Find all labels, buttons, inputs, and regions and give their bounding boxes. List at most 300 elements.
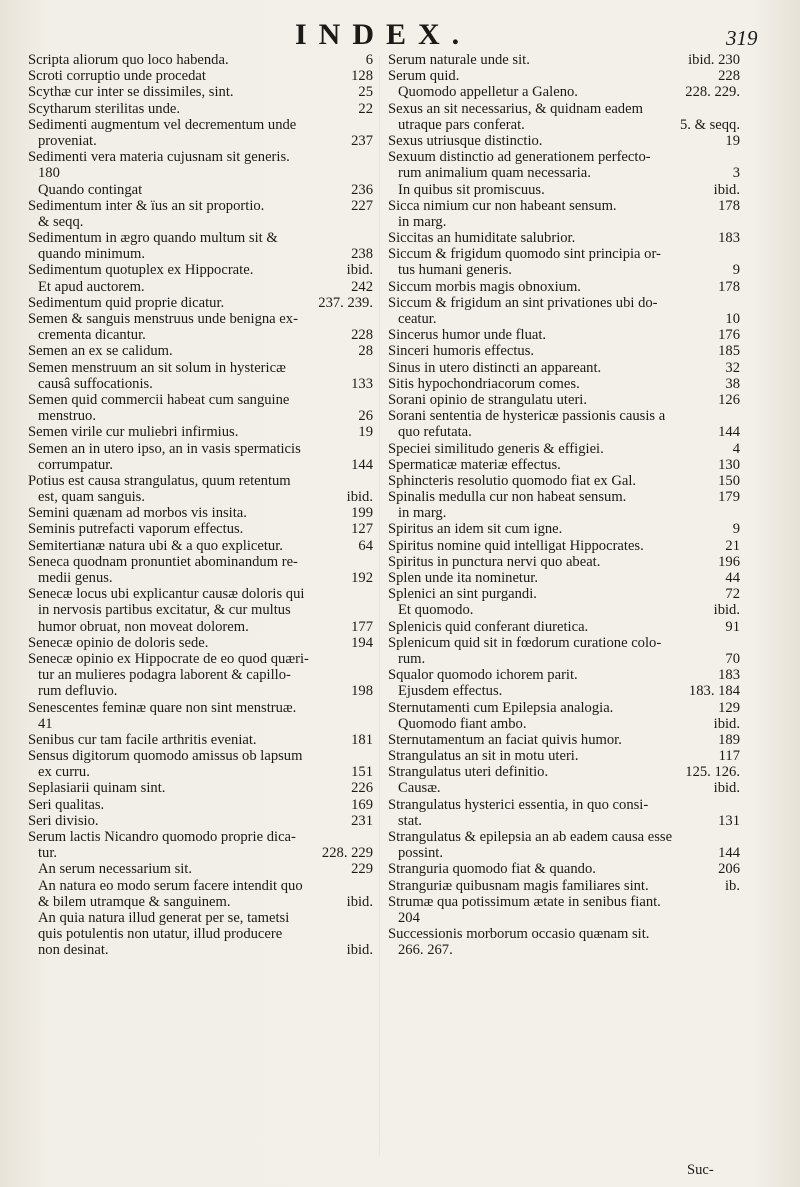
index-entry-page: 150: [718, 472, 740, 489]
index-entry: [28, 829, 373, 845]
index-entry: [388, 619, 740, 635]
index-entry-text: Serum quid.: [388, 68, 460, 85]
index-entry: [28, 489, 373, 505]
index-entry-page: 21: [725, 537, 740, 554]
index-entry: [28, 165, 373, 181]
index-entry-text: Sedimentum quotuplex ex Hippocrate.: [28, 262, 254, 279]
index-entry: [388, 700, 740, 716]
index-entry-text: Spinalis medulla cur non habeat sensum.: [388, 489, 627, 506]
index-entry: [28, 942, 373, 958]
index-entry-text: Senecæ opinio de doloris sede.: [28, 634, 209, 651]
index-entry-page: 128: [351, 68, 373, 85]
index-entry-page: 6: [365, 52, 373, 68]
index-entry-page: ibid.: [713, 602, 740, 619]
index-entry-page: 72: [725, 586, 740, 603]
index-entry-page: 192: [351, 570, 373, 586]
index-entry-text: In quibus sit promiscuus.: [398, 181, 545, 198]
index-entry: [28, 878, 373, 894]
index-entry-text: Ejusdem effectus.: [398, 683, 503, 700]
index-entry: [28, 149, 373, 165]
index-entry-page: 126: [718, 391, 740, 408]
index-entry-text: Splenicum quid sit in fœdorum curatione colo-: [388, 634, 662, 651]
index-entry-text: quando minimum.: [38, 246, 146, 263]
index-entry: [388, 279, 740, 295]
index-entry: [28, 894, 373, 910]
index-entry-page: 64: [358, 537, 373, 554]
index-entry-text: Sinus in utero distincti an appareant.: [388, 359, 602, 376]
index-entry: [388, 343, 740, 359]
index-entry: [28, 84, 373, 100]
index-entry-text: Successionis morborum occasio quænam sit.: [388, 926, 650, 943]
index-entry: [388, 441, 740, 457]
index-entry-text: Quando contingat: [38, 181, 143, 198]
index-entry: [388, 392, 740, 408]
index-entry: [388, 861, 740, 877]
index-entry: [388, 295, 740, 311]
index-entry: [28, 343, 373, 359]
index-entry-text: Splen unde ita nominetur.: [388, 570, 538, 586]
index-entry-page: ibid. 230: [688, 52, 740, 68]
index-entry-text: Semen an ex se calidum.: [28, 343, 173, 360]
index-entry: [388, 84, 740, 100]
index-entry: [388, 586, 740, 602]
index-entry-page: 4: [732, 440, 740, 457]
index-entry: [28, 813, 373, 829]
index-entry: [28, 845, 373, 861]
index-entry-text: 41: [38, 715, 53, 732]
page-header: [0, 14, 800, 54]
index-entry-text: Scytharum sterilitas unde.: [28, 100, 180, 117]
index-entry-page: 196: [718, 553, 740, 570]
index-entry: [28, 797, 373, 813]
index-entry-text: Sedimentum in ægro quando multum sit &: [28, 230, 278, 247]
index-entry-page: 229: [351, 861, 373, 878]
index-entry-page: ibid.: [713, 181, 740, 198]
index-entry: [28, 651, 373, 667]
index-entry-page: 183. 184: [688, 683, 740, 700]
index-entry: [28, 521, 373, 537]
index-entry: [28, 748, 373, 764]
index-entry-page: 231: [351, 812, 373, 829]
index-entry-text: Semitertianæ natura ubi & a quo explicetur.: [28, 537, 283, 554]
index-entry-text: Spermaticæ materiæ effectus.: [388, 456, 561, 473]
index-entry-page: 228. 229: [321, 845, 373, 862]
index-column-right: [388, 52, 740, 959]
index-entry-text: Sinceri humoris effectus.: [388, 343, 535, 360]
index-entry-text: An quia natura illud generat per se, tametsi: [38, 909, 290, 926]
index-entry-text: Et apud auctorem.: [38, 278, 145, 295]
index-entry: [388, 667, 740, 683]
index-entry-text: crementa dicantur.: [38, 327, 146, 344]
index-entry-text: Sedimentum quid proprie dicatur.: [28, 294, 225, 311]
index-entry-page: 144: [718, 424, 740, 441]
index-entry-text: Seri divisio.: [28, 812, 99, 829]
index-entry-page: 178: [718, 278, 740, 295]
index-entry-text: Splenicis quid conferant diuretica.: [388, 618, 589, 635]
index-entry-text: Sorani sententia de hystericæ passionis causis a: [388, 408, 666, 425]
index-entry-text: menstruo.: [38, 408, 96, 425]
index-entry: [388, 489, 740, 505]
index-entry: [388, 311, 740, 327]
index-entry-text: Siccum & frigidum quomodo sint principia or-: [388, 246, 661, 263]
index-entry-text: Siccum morbis magis obnoxium.: [388, 278, 581, 295]
index-entry-page: 194: [351, 634, 373, 651]
index-entry: [388, 182, 740, 198]
index-entry: [388, 165, 740, 181]
index-entry: [28, 311, 373, 327]
index-entry-page: 127: [351, 521, 373, 538]
index-entry: [388, 829, 740, 845]
index-entry: [388, 230, 740, 246]
index-entry: [388, 602, 740, 618]
index-entry-text: rum.: [398, 650, 426, 667]
index-entry-text: Quomodo appelletur a Galeno.: [398, 84, 578, 101]
index-entry: [28, 586, 373, 602]
index-entry-text: Senecæ opinio ex Hippocrate de eo quod quæri-: [28, 650, 309, 667]
index-entry-page: 151: [351, 764, 373, 781]
index-entry: [388, 538, 740, 554]
index-entry-page: 177: [351, 618, 373, 635]
index-entry-text: 204: [398, 909, 420, 926]
index-entry-text: tur.: [38, 845, 58, 862]
index-entry: [28, 554, 373, 570]
index-entry-page: 22: [358, 100, 373, 117]
index-entry: [28, 473, 373, 489]
index-entry-page: 181: [351, 731, 373, 748]
index-entry-text: Seri qualitas.: [28, 796, 105, 813]
index-entry-page: ibid.: [346, 262, 373, 279]
index-entry: [28, 780, 373, 796]
index-entry: [388, 521, 740, 537]
index-entry-page: 131: [718, 812, 740, 829]
index-entry: [28, 441, 373, 457]
index-entry-page: ibid.: [346, 893, 373, 910]
index-entry: [28, 926, 373, 942]
index-entry-page: 199: [351, 505, 373, 522]
index-entry: [388, 651, 740, 667]
index-entry: [388, 360, 740, 376]
index-entry: [388, 262, 740, 278]
index-entry-text: Sphincteris resolutio quomodo fiat ex Gal.: [388, 472, 637, 489]
index-entry-text: quo refutata.: [398, 424, 472, 441]
index-entry-text: Semen an in utero ipso, an in vasis spermaticis: [28, 440, 301, 457]
index-entry: [388, 457, 740, 473]
index-entry: [28, 424, 373, 440]
index-entry: [388, 813, 740, 829]
index-entry-text: 180: [38, 165, 60, 182]
index-entry-page: 169: [351, 796, 373, 813]
index-entry-text: Squalor quomodo ichorem parit.: [388, 667, 578, 684]
index-entry: [28, 376, 373, 392]
index-entry: [28, 68, 373, 84]
index-entry: [28, 602, 373, 618]
index-entry-text: Strangulatus an sit in motu uteri.: [388, 748, 579, 765]
index-entry-page: 236: [351, 181, 373, 198]
index-entry-page: 227: [351, 197, 373, 214]
index-entry: [388, 554, 740, 570]
index-entry: [388, 716, 740, 732]
index-entry: [388, 408, 740, 424]
index-entry: [28, 198, 373, 214]
index-entry: [28, 214, 373, 230]
index-entry-text: Sicca nimium cur non habeant sensum.: [388, 197, 617, 214]
index-entry-page: ibid.: [346, 489, 373, 506]
index-entry: [28, 667, 373, 683]
index-entry: [28, 279, 373, 295]
index-entry-text: 266. 267.: [398, 942, 453, 959]
index-entry: [388, 683, 740, 699]
index-entry-page: 237. 239.: [318, 294, 373, 311]
index-entry: [28, 295, 373, 311]
index-entry-page: 9: [732, 521, 740, 538]
index-entry-page: 144: [718, 845, 740, 862]
index-entry-text: Potius est causa strangulatus, quum retentum: [28, 472, 291, 489]
index-entry-page: ibid.: [713, 715, 740, 732]
index-entry-text: tur an mulieres podagra laborent & capillo-: [38, 667, 291, 684]
index-entry-page: 189: [718, 731, 740, 748]
index-entry-page: 44: [725, 570, 740, 586]
index-entry-text: Sedimenti vera materia cujusnam sit generis.: [28, 149, 290, 166]
index-entry: [388, 149, 740, 165]
index-entry-text: Et quomodo.: [398, 602, 474, 619]
index-entry-page: 25: [358, 84, 373, 101]
index-entry-page: 19: [358, 424, 373, 441]
index-entry-text: Sternutamentum an faciat quivis humor.: [388, 731, 622, 748]
index-entry-page: ib.: [725, 877, 740, 894]
index-entry-text: Stranguria quomodo fiat & quando.: [388, 861, 596, 878]
index-entry: [28, 700, 373, 716]
index-entry-text: Sorani opinio de strangulatu uteri.: [388, 391, 588, 408]
index-entry-text: & seqq.: [38, 213, 84, 230]
index-entry-text: corrumpatur.: [38, 456, 113, 473]
index-entry-text: Seneca quodnam pronuntiet abominandum re-: [28, 553, 298, 570]
index-entry-page: 198: [351, 683, 373, 700]
index-entry-text: Semen menstruum an sit solum in hystericæ: [28, 359, 286, 376]
index-entry-text: Sincerus humor unde fluat.: [388, 327, 547, 344]
index-entry-text: Serum lactis Nicandro quomodo proprie dica-: [28, 829, 296, 845]
index-entry-page: 179: [718, 489, 740, 506]
index-entry-page: 9: [732, 262, 740, 279]
index-entry-page: 117: [718, 748, 740, 765]
index-entry-page: 185: [718, 343, 740, 360]
index-entry-text: Senecæ locus ubi explicantur causæ doloris qui: [28, 586, 305, 603]
index-entry-page: 237: [351, 132, 373, 149]
index-entry: [28, 360, 373, 376]
index-entry-text: Strumæ qua potissimum ætate in senibus fiant.: [388, 893, 661, 910]
index-entry: [388, 570, 740, 586]
index-entry-page: 178: [718, 197, 740, 214]
index-entry: [388, 246, 740, 262]
index-entry: [28, 230, 373, 246]
index-entry: [388, 732, 740, 748]
index-entry-text: Semen virile cur muliebri infirmius.: [28, 424, 239, 441]
index-entry-text: non desinat.: [38, 942, 109, 959]
index-entry-text: Spiritus in punctura nervi quo abeat.: [388, 553, 601, 570]
index-entry: [28, 505, 373, 521]
index-entry: [388, 133, 740, 149]
index-entry-page: 228: [718, 68, 740, 85]
index-entry-text: Strangulatus hysterici essentia, in quo consi-: [388, 796, 649, 813]
index-entry: [28, 538, 373, 554]
index-entry-text: Causæ.: [398, 780, 441, 797]
page-title: INDEX.: [295, 18, 472, 51]
index-entry: [28, 635, 373, 651]
index-entry-page: 183: [718, 667, 740, 684]
index-entry-page: ibid.: [713, 780, 740, 797]
index-entry-text: Senibus cur tam facile arthritis eveniat.: [28, 731, 257, 748]
index-entry: [388, 942, 740, 958]
index-entry: [28, 182, 373, 198]
index-entry: [28, 683, 373, 699]
index-entry-page: 91: [725, 618, 740, 635]
index-entry-text: Stranguriæ quibusnam magis familiares sint.: [388, 877, 649, 894]
index-entry: [28, 133, 373, 149]
index-entry: [388, 845, 740, 861]
index-entry-page: 3: [732, 165, 740, 182]
index-entry-text: Quomodo fiant ambo.: [398, 715, 527, 732]
index-entry: [388, 117, 740, 133]
index-entry-page: 228: [351, 327, 373, 344]
index-entry: [388, 780, 740, 796]
index-entry-text: Siccitas an humiditate salubrior.: [388, 230, 576, 247]
index-entry-text: in marg.: [398, 505, 447, 522]
index-entry-text: An natura eo modo serum facere intendit quo: [38, 877, 303, 894]
index-entry: [388, 376, 740, 392]
index-entry-text: causâ suffocationis.: [38, 375, 153, 392]
index-entry-page: 70: [725, 650, 740, 667]
index-entry: [28, 457, 373, 473]
index-column-left: [28, 52, 373, 959]
index-entry-page: 226: [351, 780, 373, 797]
index-entry-text: Sternutamenti cum Epilepsia analogia.: [388, 699, 614, 716]
index-entry-text: Sedimentum inter & ïus an sit proportio.: [28, 197, 265, 214]
index-entry-text: Speciei similitudo generis & effigiei.: [388, 440, 604, 457]
index-entry: [388, 764, 740, 780]
index-entry-page: ibid.: [346, 942, 373, 959]
index-entry-text: Semen quid commercii habeat cum sanguine: [28, 391, 290, 408]
index-entry: [388, 327, 740, 343]
index-entry-page: 238: [351, 246, 373, 263]
index-entry: [388, 797, 740, 813]
index-entry-text: Semen & sanguis menstruus unde benigna ex-: [28, 311, 298, 327]
index-entry: [28, 246, 373, 262]
index-entry: [28, 716, 373, 732]
index-entry-text: quis potulentis non utatur, illud producere: [38, 926, 283, 943]
catchword: Suc-: [687, 1162, 714, 1178]
index-entry-text: medii genus.: [38, 570, 113, 586]
index-entry-text: An serum necessarium sit.: [38, 861, 193, 878]
index-entry-text: ceatur.: [398, 311, 437, 327]
index-entry-text: Seplasiarii quinam sint.: [28, 780, 166, 797]
index-entry: [388, 748, 740, 764]
index-entry-page: 206: [718, 861, 740, 878]
index-entry-text: ex curru.: [38, 764, 90, 781]
index-entry-text: Scythæ cur inter se dissimiles, sint.: [28, 84, 234, 101]
index-entry-page: 176: [718, 327, 740, 344]
index-entry-page: 26: [358, 408, 373, 425]
index-entry-page: 130: [718, 456, 740, 473]
index-entry-text: Sensus digitorum quomodo amissus ob lapsum: [28, 748, 303, 765]
index-entry-text: rum animalium quam necessaria.: [398, 165, 591, 182]
index-entry: [388, 473, 740, 489]
index-entry-text: Siccum & frigidum an sint privationes ubi do-: [388, 294, 658, 311]
index-entry: [388, 635, 740, 651]
index-entry-text: proveniat.: [38, 132, 97, 149]
index-entry: [28, 117, 373, 133]
index-entry-text: rum defluvio.: [38, 683, 118, 700]
index-entry-text: & bilem utramque & sanguinem.: [38, 893, 231, 910]
index-entry-text: Sedimenti augmentum vel decrementum unde: [28, 116, 297, 133]
page-number: 319: [726, 26, 758, 50]
index-entry-text: Sexuum distinctio ad generationem perfecto-: [388, 149, 651, 166]
index-entry-page: 183: [718, 230, 740, 247]
index-entry: [28, 619, 373, 635]
index-entry: [388, 926, 740, 942]
index-entry: [388, 505, 740, 521]
index-entry: [28, 327, 373, 343]
index-entry: [388, 910, 740, 926]
index-entry: [28, 101, 373, 117]
index-entry: [28, 408, 373, 424]
index-entry-page: 133: [351, 375, 373, 392]
index-entry-page: 19: [725, 132, 740, 149]
index-entry-text: est, quam sanguis.: [38, 489, 146, 506]
index-entry: [388, 214, 740, 230]
index-entry-text: Sitis hypochondriacorum comes.: [388, 375, 580, 392]
index-entry: [28, 861, 373, 877]
index-entry-text: Sexus utriusque distinctio.: [388, 132, 543, 149]
index-entry-page: 32: [725, 359, 740, 376]
index-entry-text: Semini quænam ad morbos vis insita.: [28, 505, 247, 522]
index-entry-text: in nervosis partibus excitatur, & cur multus: [38, 602, 291, 619]
index-entry-text: utraque pars conferat.: [398, 116, 525, 133]
index-entry: [388, 101, 740, 117]
index-entry-text: humor obruat, non moveat dolorem.: [38, 618, 249, 635]
index-entry-page: 144: [351, 456, 373, 473]
index-entry-page: 10: [725, 311, 740, 327]
index-entry-text: stat.: [398, 812, 422, 829]
index-entry: [28, 52, 373, 68]
index-entry-text: tus humani generis.: [398, 262, 512, 279]
index-entry-text: Spiritus an idem sit cum igne.: [388, 521, 563, 538]
index-entry-page: 228. 229.: [685, 84, 740, 101]
index-entry: [388, 424, 740, 440]
index-entry: [28, 392, 373, 408]
index-entry: [388, 198, 740, 214]
index-entry-page: 125. 126.: [685, 764, 740, 781]
index-entry-text: Strangulatus & epilepsia an ab eadem causa esse: [388, 829, 673, 845]
index-entry: [28, 570, 373, 586]
index-entry-page: 129: [718, 699, 740, 716]
index-entry: [28, 732, 373, 748]
index-entry-text: Seminis putrefacti vaporum effectus.: [28, 521, 244, 538]
index-entry: [28, 910, 373, 926]
index-entry-text: possint.: [398, 845, 444, 862]
index-entry: [388, 894, 740, 910]
index-entry-text: Sexus an sit necessarius, & quidnam eadem: [388, 100, 643, 117]
index-entry-page: 242: [351, 278, 373, 295]
index-entry: [388, 52, 740, 68]
index-entry-text: Serum naturale unde sit.: [388, 52, 530, 68]
index-entry: [388, 878, 740, 894]
index-entry: [388, 68, 740, 84]
index-entry: [28, 764, 373, 780]
column-divider: [379, 56, 380, 1156]
index-entry-page: 5. & seqq.: [680, 116, 740, 133]
index-entry-text: Scripta aliorum quo loco habenda.: [28, 52, 229, 68]
index-entry-text: Strangulatus uteri definitio.: [388, 764, 549, 781]
index-entry-page: 38: [725, 375, 740, 392]
